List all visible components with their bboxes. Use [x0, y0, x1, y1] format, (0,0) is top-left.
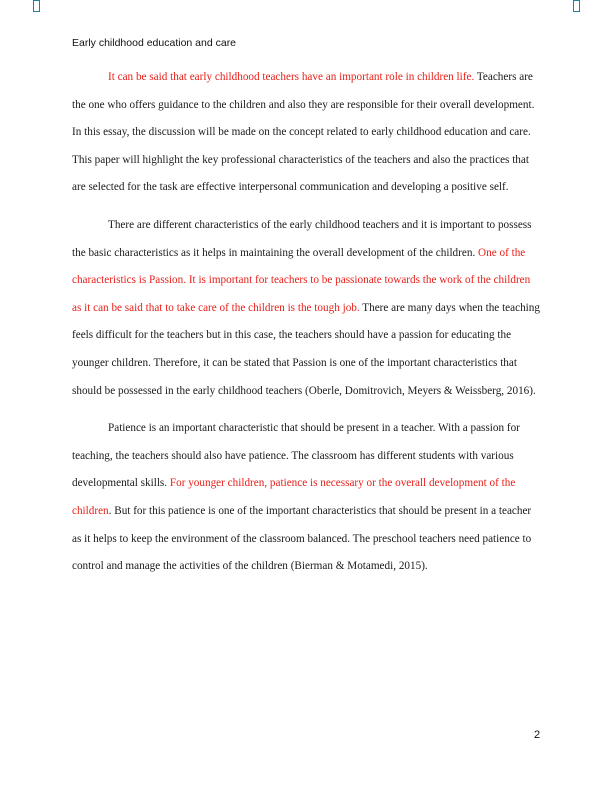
text-segment: There are different characteristics of the early childhood teachers and it is important to possess the basic characteristics as it helps in maintaining the overall development of the children.: [72, 218, 532, 259]
document-body: [72, 64, 542, 591]
paragraph-passion: [72, 212, 542, 405]
running-header: Early childhood education and care: [72, 37, 237, 49]
page-corner-mark-left: [33, 0, 40, 12]
text-segment: There are many days when the teaching feels difficult for the teachers but in this case, the teachers should have a passion for educating the younger children. Therefore, it can be stated that Passion is one of the important characteristics that should be possessed in the early childhood teachers (Oberle, Domitrovich, Meyers & Weissberg, 2016).: [72, 301, 540, 397]
text-segment: For younger children, patience is necessary or the overall development of the children: [72, 477, 516, 517]
text-segment: One of the characteristics is Passion. It is important for teachers to be passionate towards the work of the children as it can be said that to take care of the children is the tough job.: [72, 246, 531, 314]
text-segment: It can be said that early childhood teachers have an important role in children life.: [108, 71, 475, 83]
page-corner-mark-right: [573, 0, 580, 12]
page-number: 2: [534, 729, 541, 741]
text-segment: Teachers are the one who offers guidance to the children and also they are responsible for their overall development. In this essay, the discussion will be made on the concept related to early childhood education and care. This paper will highlight the key professional characteristics of the teachers and also the practices that are selected for the task are effective interpersonal communication and developing a positive self.: [72, 71, 535, 194]
text-segment: Patience is an important characteristic that should be present in a teacher. With a passion for teaching, the teachers should also have patience. The classroom has different students with various developmental skills.: [72, 422, 520, 490]
paragraph-intro: [72, 64, 542, 202]
paragraph-patience: [72, 415, 542, 581]
text-segment: . But for this patience is one of the important characteristics that should be present in a teacher as it helps to keep the environment of the classroom balanced. The preschool teachers need patience to control and manage the activities of the children (Bierman & Motamedi, 2015).: [72, 504, 532, 573]
